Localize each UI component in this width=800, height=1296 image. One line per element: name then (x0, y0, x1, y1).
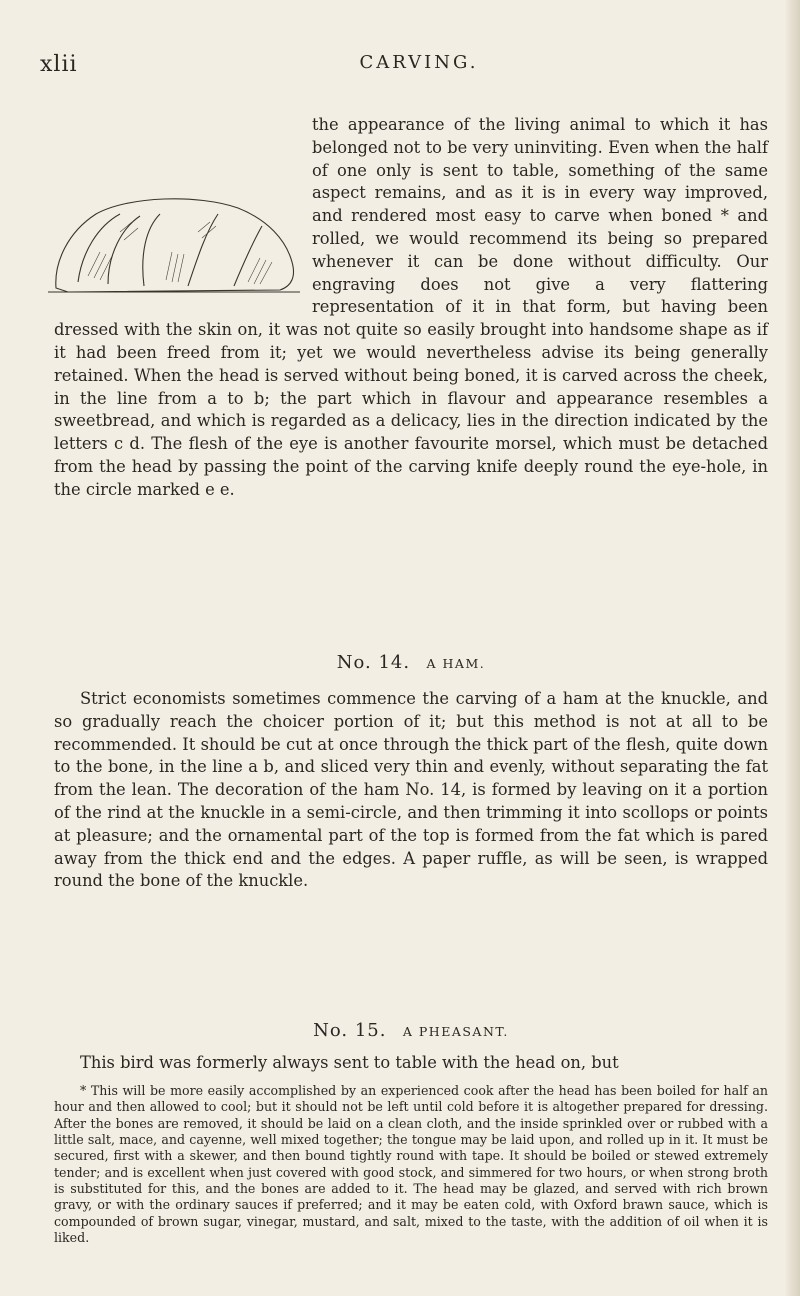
section-heading-15 (54, 1020, 768, 1041)
paragraph-1: the appearance of the living animal to which it has belonged not to be very uninviting. Even when the half of one only is sent to table, something of the same aspect remains, and as it is in every way improved, and rendered most easy to carve when boned * and rolled, we would recommend its being so prepared whenever it can be done without difficulty. Our engraving does not give a very flattering representation of it in that form, but having been dressed with the skin on, it was not quite so easily brought into handsome shape as if it had been freed from it; yet we would nevertheless advise its being generally retained. When the head is served without being boned, it is carved across the cheek, in the line from a to b; the part which in flavour and appearance resembles a sweetbread, and which is regarded as a delicacy, lies in the direction indicated by the letters c d. The flesh of the eye is another favourite morsel, which must be detached from the head by passing the point of the carving knife deeply round the eye-hole, in the circle marked e e. (54, 115, 768, 499)
page-edge-shadow (786, 0, 800, 1296)
footnote (54, 1083, 768, 1246)
paragraph-2: Strict economists sometimes commence the carving of a ham at the knuckle, and so gradually reach the choicer portion of it; but this method is not at all to be recommended. It should be cut at once through the thick part of the flesh, quite down to the bone, in the line a b, and sliced very thin and evenly, without separating the fat from the lean. The decoration of the ham No. 14, is formed by leaving on it a portion of the rind at the knuckle in a semi-circle, and then trimming it into scollops or points at pleasure; and the ornamental part of the top is formed from the fat which is pared away from the thick end and the edges. A paper ruffle, as will be seen, is wrapped round the bone of the knuckle. (54, 689, 768, 891)
footnote-text: * This will be more easily accomplished by an experienced cook after the head has been boiled for half an hour and then allowed to cool; but it should not be left until cold before it is altogether prepared for dressing. After the bones are removed, it should be laid on a clean cloth, and the inside sprinkled over or rubbed with a little salt, mace, and cayenne, well mixed together; the tongue may be laid upon, and rolled up in it. It must be secured, first with a skewer, and then bound tightly round with tape. It should be boiled or stewed extremely tender; and is excellent when just covered with good stock, and simmered for two hours, or when strong broth is substituted for this, and the bones are added to it. The head may be glazed, and served with rich brown gravy, or with the ordinary sauces if preferred; and it may be eaten cold, with Oxford brawn sauce, which is compounded of brown sugar, vinegar, mustard, and salt, mixed to the taste, with the addition of oil when it is liked. (54, 1083, 768, 1246)
page-number: xlii (40, 52, 78, 77)
section-15-title: A PHEASANT. (402, 1024, 509, 1039)
section-14-number: No. 14. (336, 652, 411, 673)
section-14-title: A HAM. (426, 656, 486, 671)
paragraph-1-container (54, 114, 768, 502)
page-header (40, 52, 768, 84)
boar-head-engraving (48, 192, 300, 300)
paragraph-2-container (54, 688, 768, 893)
paragraph-3: This bird was formerly always sent to table with the head on, but (80, 1053, 619, 1072)
section-15-number: No. 15. (313, 1020, 387, 1041)
paragraph-3-container (54, 1052, 768, 1075)
running-title: CARVING. (359, 52, 479, 73)
section-heading-14 (54, 652, 768, 673)
